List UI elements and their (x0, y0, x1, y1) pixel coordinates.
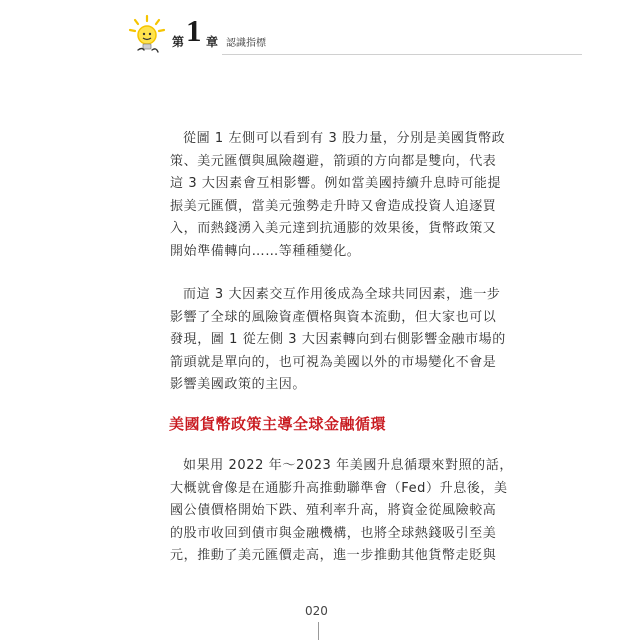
chapter-title: 認識指標 (226, 38, 266, 49)
page-number-divider (318, 622, 319, 640)
page-number: 020 (305, 604, 328, 618)
chapter-suffix: 章 (206, 35, 219, 49)
paragraph-line: 策、美元匯價與風險趨避，箭頭的方向都是雙向，代表 (170, 153, 497, 169)
paragraph-line: 影響美國政策的主因。 (170, 377, 307, 392)
paragraph-line: 箭頭就是單向的，也可視為美國以外的市場變化不會是 (170, 354, 497, 370)
paragraph-line: 如果用 2022 年～2023 年美國升息循環來對照的話， (183, 458, 513, 473)
chapter-number: 1 (186, 13, 202, 48)
paragraph-line: 影響了全球的風險資產價格與資本流動，但大家也可以 (170, 309, 497, 325)
paragraph-line: 大概就會像是在通膨升高推動聯準會（Fed）升息後，美 (170, 480, 508, 496)
header-divider (222, 54, 582, 55)
paragraph-line: 的股市收回到債市與金融機構，也將全球熱錢吸引至美 (170, 525, 497, 541)
paragraph-line: 國公債價格開始下跌、殖利率升高，將資金從風險較高 (170, 503, 497, 518)
chapter-header (126, 14, 586, 54)
paragraph-1 (170, 128, 506, 263)
lightbulb-icon (126, 14, 170, 58)
section-heading: 美國貨幣政策主導全球金融循環 (169, 415, 387, 433)
paragraph-line: 從圖 1 左側可以看到有 3 股力量，分別是美國貨幣政 (183, 131, 506, 146)
paragraph-line: 這 3 大因素會互相影響。例如當美國持續升息時可能提 (170, 176, 502, 191)
paragraph-line: 發現，圖 1 從左側 3 大因素轉向到右側影響金融市場的 (170, 332, 506, 347)
paragraph-line: 而這 3 大因素交互作用後成為全球共同因素，進一步 (183, 287, 501, 302)
paragraph-line: 入，而熱錢湧入美元達到抗通膨的效果後，貨幣政策又 (170, 221, 497, 236)
paragraph-line: 振美元匯價，當美元強勢走升時又會造成投資人追逐買 (170, 198, 497, 214)
chapter-prefix: 第 (172, 35, 185, 49)
paragraph-3 (170, 455, 513, 568)
paragraph-2 (170, 284, 506, 397)
paragraph-line: 開始準備轉向……等種種變化。 (170, 243, 361, 259)
paragraph-line: 元，推動了美元匯價走高，進一步推動其他貨幣走貶與 (170, 548, 497, 563)
